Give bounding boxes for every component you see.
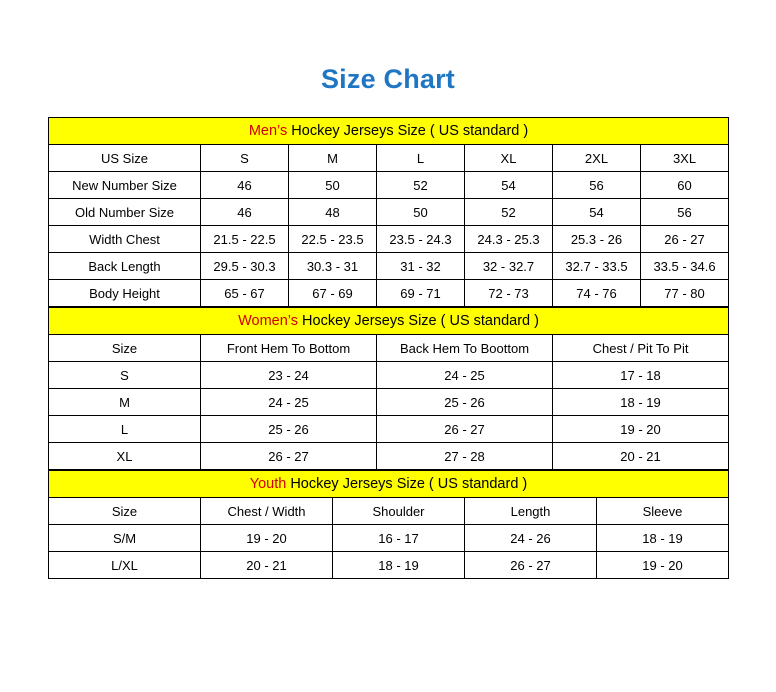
table-cell: 17 - 18	[553, 362, 729, 389]
table-cell: 18 - 19	[333, 552, 465, 579]
table-cell: 67 - 69	[289, 280, 377, 307]
womens-banner-row	[49, 308, 729, 335]
table-cell: 26 - 27	[641, 226, 729, 253]
table-cell: 56	[553, 172, 641, 199]
youth-header-cell: Size	[49, 498, 201, 525]
youth-header-row	[49, 498, 729, 525]
table-cell: 24 - 25	[201, 389, 377, 416]
womens-header-cell: Back Hem To Boottom	[377, 335, 553, 362]
mens-header-cell: 3XL	[641, 145, 729, 172]
table-row	[49, 253, 729, 280]
row-label: S	[49, 362, 201, 389]
row-label: Width Chest	[49, 226, 201, 253]
mens-header-row	[49, 145, 729, 172]
womens-banner-rest: Hockey Jerseys Size ( US standard )	[298, 313, 539, 329]
table-cell: 25 - 26	[377, 389, 553, 416]
row-label: XL	[49, 443, 201, 470]
womens-banner-accent: Women’s	[238, 313, 298, 329]
womens-banner	[49, 308, 729, 335]
mens-header-cell: XL	[465, 145, 553, 172]
womens-header-cell: Front Hem To Bottom	[201, 335, 377, 362]
table-cell: 27 - 28	[377, 443, 553, 470]
table-cell: 50	[377, 199, 465, 226]
table-cell: 19 - 20	[553, 416, 729, 443]
table-cell: 19 - 20	[201, 525, 333, 552]
row-label: S/M	[49, 525, 201, 552]
row-label: New Number Size	[49, 172, 201, 199]
table-row	[49, 552, 729, 579]
table-cell: 29.5 - 30.3	[201, 253, 289, 280]
womens-header-row	[49, 335, 729, 362]
table-cell: 25.3 - 26	[553, 226, 641, 253]
youth-header-cell: Chest / Width	[201, 498, 333, 525]
table-row	[49, 443, 729, 470]
table-cell: 16 - 17	[333, 525, 465, 552]
row-label: L	[49, 416, 201, 443]
table-cell: 52	[465, 199, 553, 226]
table-cell: 33.5 - 34.6	[641, 253, 729, 280]
mens-banner	[49, 118, 729, 145]
table-cell: 65 - 67	[201, 280, 289, 307]
table-cell: 25 - 26	[201, 416, 377, 443]
youth-banner-rest: Hockey Jerseys Size ( US standard )	[286, 476, 528, 492]
table-cell: 26 - 27	[465, 552, 597, 579]
table-cell: 24.3 - 25.3	[465, 226, 553, 253]
row-label: M	[49, 389, 201, 416]
row-label: Old Number Size	[49, 199, 201, 226]
table-cell: 18 - 19	[597, 525, 729, 552]
table-cell: 72 - 73	[465, 280, 553, 307]
size-chart-tables	[48, 117, 728, 579]
row-label: L/XL	[49, 552, 201, 579]
row-label: Body Height	[49, 280, 201, 307]
womens-header-cell: Size	[49, 335, 201, 362]
table-cell: 32.7 - 33.5	[553, 253, 641, 280]
table-cell: 31 - 32	[377, 253, 465, 280]
mens-banner-accent: Men’s	[248, 123, 288, 139]
table-cell: 46	[201, 172, 289, 199]
table-cell: 56	[641, 199, 729, 226]
table-cell: 18 - 19	[553, 389, 729, 416]
table-cell: 23.5 - 24.3	[377, 226, 465, 253]
womens-size-table	[48, 307, 729, 470]
table-cell: 52	[377, 172, 465, 199]
table-cell: 32 - 32.7	[465, 253, 553, 280]
table-row	[49, 416, 729, 443]
table-cell: 69 - 71	[377, 280, 465, 307]
table-row	[49, 362, 729, 389]
table-cell: 74 - 76	[553, 280, 641, 307]
table-cell: 24 - 25	[377, 362, 553, 389]
youth-banner-row	[49, 471, 729, 498]
youth-header-cell: Sleeve	[597, 498, 729, 525]
mens-header-cell: S	[201, 145, 289, 172]
youth-banner-accent: Youth	[249, 476, 287, 492]
table-cell: 26 - 27	[377, 416, 553, 443]
table-cell: 60	[641, 172, 729, 199]
mens-banner-rest: Hockey Jerseys Size ( US standard )	[287, 123, 529, 139]
table-cell: 46	[201, 199, 289, 226]
table-cell: 54	[553, 199, 641, 226]
youth-size-table	[48, 470, 729, 579]
mens-size-table	[48, 117, 729, 307]
table-cell: 24 - 26	[465, 525, 597, 552]
table-cell: 20 - 21	[553, 443, 729, 470]
row-label: Back Length	[49, 253, 201, 280]
youth-header-cell: Shoulder	[333, 498, 465, 525]
mens-header-cell: L	[377, 145, 465, 172]
table-cell: 20 - 21	[201, 552, 333, 579]
table-row	[49, 226, 729, 253]
mens-header-cell: US Size	[49, 145, 201, 172]
table-row	[49, 389, 729, 416]
mens-banner-row	[49, 118, 729, 145]
table-row	[49, 172, 729, 199]
table-cell: 21.5 - 22.5	[201, 226, 289, 253]
womens-header-cell: Chest / Pit To Pit	[553, 335, 729, 362]
table-cell: 50	[289, 172, 377, 199]
youth-banner	[49, 471, 729, 498]
table-cell: 22.5 - 23.5	[289, 226, 377, 253]
page-title: Size Chart	[320, 64, 456, 94]
table-cell: 54	[465, 172, 553, 199]
table-cell: 23 - 24	[201, 362, 377, 389]
table-cell: 48	[289, 199, 377, 226]
youth-header-cell: Length	[465, 498, 597, 525]
table-cell: 19 - 20	[597, 552, 729, 579]
table-row	[49, 280, 729, 307]
mens-header-cell: M	[289, 145, 377, 172]
table-row	[49, 525, 729, 552]
table-cell: 77 - 80	[641, 280, 729, 307]
mens-header-cell: 2XL	[553, 145, 641, 172]
table-row	[49, 199, 729, 226]
table-cell: 30.3 - 31	[289, 253, 377, 280]
table-cell: 26 - 27	[201, 443, 377, 470]
